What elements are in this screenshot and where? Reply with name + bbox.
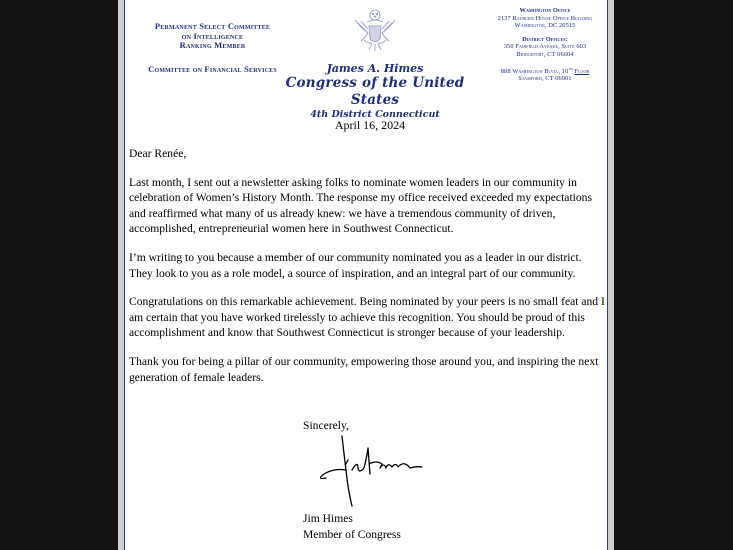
salutation: Dear Renée, bbox=[129, 147, 187, 160]
left-margin-rule bbox=[124, 0, 125, 550]
body-paragraph: Thank you for being a pillar of our community, empowering those around you, and inspiring the next generation of female leaders. bbox=[129, 354, 599, 384]
body-paragraph: Last month, I sent out a newsletter asking folks to nominate women leaders in our community in celebration of Women’s History Month. The response my office received exceeded my expectations and reaffirmed what many of us already knew: we have a tremendous community of driven, accomplished, entrepreneurial women here in Southwest Connecticut. bbox=[129, 175, 592, 236]
letter-body bbox=[129, 146, 607, 398]
letterhead-member-block bbox=[270, 62, 480, 121]
committee-line: Permanent Select Committee bbox=[154, 21, 271, 31]
signer-title: Member of Congress bbox=[303, 527, 401, 541]
committee-line: Committee on Financial Services bbox=[148, 63, 277, 74]
right-margin-rule bbox=[607, 0, 608, 550]
office-heading: Washington Office bbox=[519, 7, 571, 14]
office-address-line: 350 Fairfield Avenue, Suite 603 bbox=[503, 43, 587, 51]
letterhead-offices bbox=[486, 7, 604, 83]
office-address-line: Stamford, CT 06901 bbox=[518, 75, 572, 83]
floor-ordinal: th bbox=[568, 65, 573, 71]
signer-name: Jim Himes bbox=[303, 512, 353, 525]
signature-image bbox=[312, 434, 424, 508]
body-paragraph: Congratulations on this remarkable achievement. Being nominated by your peers is no small feat and I am certain that you have worked tirelessly to achieve this recognition. You should be proud of this accomplishment and know that Southwest Connecticut is stronger because of your leadership. bbox=[129, 295, 605, 340]
member-name: James A. Himes bbox=[326, 62, 424, 75]
office-heading: District Offices: bbox=[522, 35, 568, 43]
floor-word: Floor bbox=[574, 67, 590, 75]
stamford-address-prefix: 888 Washington Blvd., 10 bbox=[500, 67, 569, 75]
office-address-line: 2137 Rayburn House Office Building bbox=[497, 14, 593, 22]
office-address-line: Bridgeport, CT 06604 bbox=[516, 50, 574, 58]
committee-line: on Intelligence bbox=[181, 30, 244, 41]
great-seal-eagle-icon bbox=[352, 8, 398, 54]
office-address-line bbox=[486, 65, 604, 76]
district-name: 4th District Connecticut bbox=[310, 109, 440, 120]
office-address-line: Washington, DC 20515 bbox=[514, 22, 576, 30]
committee-role: Ranking Member bbox=[179, 40, 246, 50]
signer-block bbox=[303, 511, 401, 542]
page-right-edge bbox=[608, 0, 614, 550]
closing: Sincerely, bbox=[303, 419, 349, 432]
body-paragraph: I’m writing to you because a member of our community nominated you as a leader in our district. They look to you as a role model, a source of inspiration, and an integral part of our community. bbox=[129, 250, 582, 280]
congress-title: Congress of the United States bbox=[285, 75, 465, 108]
letter-date: April 16, 2024 bbox=[334, 118, 406, 132]
